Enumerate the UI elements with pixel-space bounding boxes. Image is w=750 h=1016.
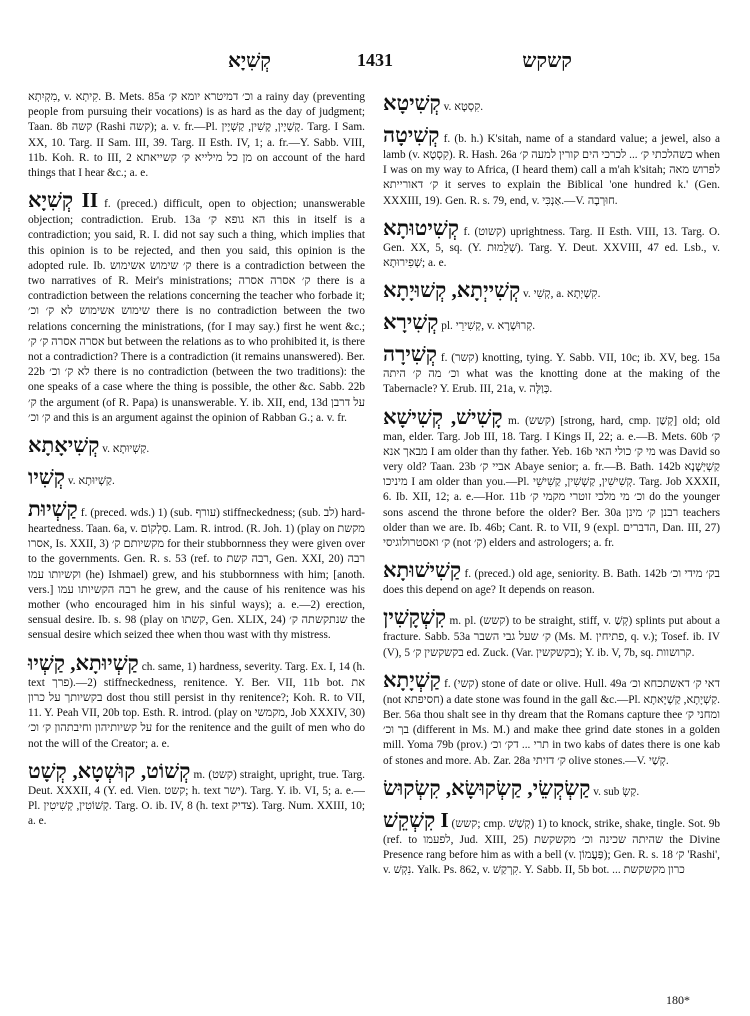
entry-headword: קִשְׁקָשִׁין bbox=[383, 605, 447, 630]
dictionary-entry bbox=[383, 309, 720, 335]
dictionary-entry bbox=[28, 650, 365, 752]
columns bbox=[28, 90, 722, 884]
dictionary-entry bbox=[383, 807, 720, 879]
dictionary-entry bbox=[28, 432, 365, 458]
left-column bbox=[28, 90, 365, 884]
entry-headword: קָשִׁישׁ, קְשִׁישָׁא bbox=[383, 404, 503, 429]
signature-mark: 180* bbox=[666, 993, 690, 1007]
page-header bbox=[28, 40, 722, 76]
entry-definition: (קשש; cmp. קְשַׁשׁ) 1) to knock, strike, shake, tingle. Sot. 9b (ref. to לפעמו, Jud. XIII, 25) שהיתה שכינה וכ׳ מקשקשת the Divine Presence rang before him as with a bell (v. פַּעֲמוֹן); Gen. R. s. 18 ק׳ 'Rashi', v. נִקְשׁ. Yalk. Ps. 862, v. קִרְקַשׁ. Y. Sabb. II, 5b bot. ... כרון מקשקשת bbox=[383, 817, 721, 877]
entry-definition: מִקְיִתְא, v. קִיתְא. B. Mets. 85a וכ׳ דמיטרא יומא ק׳ a rainy day (preventing people from pursuing their vocations) is as hard as the day of judgment; Taan. 8b קשה (Rashi קשה); a. v. fr.—Pl. קָשְׁיָין, קָשִׁין, קַשְׁיָין. Targ. I Sam. XX, 10. Targ. II Sam. III, 39. Targ. II Esth. IV, 1; a. fr.—Y. Sabb. VIII, 11b. Koh. R. to III, 2 מן כל מילייא ק׳ קשייאתא on account of the hard things that I hear &c.; a. e. bbox=[28, 91, 366, 180]
dictionary-entry bbox=[28, 187, 365, 426]
dictionary-entry bbox=[383, 667, 720, 769]
dictionary-entry bbox=[383, 404, 720, 552]
entry-headword: קְשִׁירָא bbox=[383, 310, 439, 335]
entry-definition: v. sub קַשְׂ. bbox=[593, 785, 640, 798]
entry-headword: קְשִׁיטָה bbox=[383, 123, 440, 147]
entry-definition: m. pl. (קשש) to be straight, stiff, v. קְשַׁ) splints put about a fracture. Sabb. 53a ק׳ שעל גבי השבר (Ms. M. פתיחין, q. v.); Tosef. ib. IV (V), 5 בקשקשין ק׳ ed. Zuck. (Var. בקשקשין); Y. ib. V, 7b, sq. קרושוות. bbox=[383, 615, 720, 659]
dictionary-entry bbox=[383, 775, 720, 801]
dictionary-entry bbox=[383, 277, 720, 303]
dictionary-entry bbox=[383, 557, 720, 598]
entry-definition: f. (preced.) difficult, open to objection; unanswerable objection; contradiction. Erub. 13a הא גופא ק׳ this in itself is a contradiction; you said, R. I. did not say such a thing, which implies that this opinion is to be rejected, and then you said, this opinion is the adopted rule. Ib. ק׳ שימוש אשימוש there is a contradiction between the two narratives of R. Meir's ministrations; ק׳ אסרה אסרה there is a contradiction between the relations concerning the teacher who forbade it; שימוש אשימוש לא ק׳ וכ׳ there is no contradiction between the two relations concerning the ministrations, (for I may say.) first he went &c.; אסרה אסרה ק׳ ק׳ but between the relations as to who prohibited it, is there not a contradiction? There is a contradiction (it remains unanswered). Ber. 22b לא ק׳ וכ׳ there is no contradiction (between the two traditions): the one speaks of a case where the thing is possible, the other &c. Sabb. 22b ק׳ the argument (of R. Papa) is unanswerable. Y. ib. XII, end, 13d על דרבן ק׳ וכ׳ and this is an argument against the opinion of Rabban G.; a. v. fr. bbox=[28, 198, 365, 424]
entry-headword: קְשׁוֹט, קוּשְׁטָא, קְשָׁט bbox=[28, 758, 191, 783]
entry-definition: pl. קְשִׁירֵי, v. קְרוּשְׁרָא. bbox=[441, 320, 536, 333]
running-head-right: קשקש bbox=[522, 50, 572, 72]
dictionary-entry bbox=[383, 604, 720, 660]
right-column bbox=[383, 90, 720, 884]
entry-headword: קְשִׁיטָא bbox=[383, 91, 441, 115]
entry-headword: קַשְׁיָתָא bbox=[383, 667, 441, 692]
dictionary-entry bbox=[28, 496, 365, 644]
dictionary-entry bbox=[383, 122, 720, 209]
dictionary-entry bbox=[383, 90, 720, 116]
page-number: 1431 bbox=[357, 50, 393, 70]
entry-definition: m. (קשט) straight, upright, true. Targ. Deut. XXXII, 4 (Y. ed. Vien. קשט; h. text ישר). Targ. Y. ib. VI, 5; a. e.—Pl. קְשׁוֹטִין, קְשִׁיטִין. Targ. O. ib. IV, 8 (h. text צדיק). Targ. Num. XXIII, 10; a. e. bbox=[28, 768, 366, 828]
entry-definition: f. (b. h.) K'sitah, name of a standard value; a jewel, also a lamb (v. קִסְטָא). R. Hash. 26a כשהלכתי ק׳ ... לכרכי הים קורין למעה ק׳ when I was on my way to Africa, (I heard them) call a m'ah k'sitah; לפרוש מאה ק׳ דאורייתא it serves to explain the Biblical 'one hundred k.' (Gen. XXXIII, 19). Gen. R. s. 79, end, v. אַנְכִּי.—V. חוּרְבָה. bbox=[383, 133, 721, 207]
entry-definition: v. קַשְׁיוּתָא. bbox=[67, 475, 115, 488]
entry-definition: v. קַשְׁיוּתָא. bbox=[102, 443, 150, 456]
entry-definition: f. (קשי) stone of date or olive. Hull. 49a דאי ק׳ דאשתכחא וכ׳ (not חסיפתא) a date stone was found in the gall &c.—Pl. קַשְׁיָתָא, קַשְׁיָאתָא. Ber. 56a thou shalt see in thy dream that the Romans capture thee ומחני ק׳ בך וכ׳ (different in Ms. M.) and make thee grind date stones in a golden mill. Yoma 79b (prov.) תרי ... דק׳ וכ׳ in two kabs of dates there is one kab of stones and more. Ab. Zar. 28a ק׳ דזיתי olive stones.—V. קְשַׁי. bbox=[383, 677, 720, 767]
dictionary-entry bbox=[383, 341, 720, 397]
entry-headword: קַשְׁיוּת bbox=[28, 497, 78, 522]
entry-headword: קְשִׁירָה bbox=[383, 342, 438, 367]
dictionary-entry bbox=[28, 758, 365, 830]
entry-definition: f. (preced.) old age, seniority. B. Bath. 142b בק׳ מידי וכ׳ does this depend on age? It depends on reason. bbox=[383, 568, 720, 597]
dictionary-entry bbox=[28, 464, 365, 490]
entry-definition: f. (preced. wds.) 1) (sub. עורף) stiffneckedness; (sub. לב) hard-heartedness. Taan. 6a, v. סִלְקוֹם. Lam. R. introd. (R. Joh. 1) (play on מקשת אסרו, Is. XXII, 3) מקשיותם ק׳ for their stubbornness they were given over to the governments. Gen. R. s. 53 (ref. to רבה קשת, Gen. XXI, 20) רבה וקשיותו עמו (he) Ishmael) grew, and his stubbornness with him; [anoth. vers.] רבה הקשיותו עמו he grew, and the cause of his renitence was his mother (who encouraged him in his sinful ways); a. e.—2) erection, sensual desire. Ib. s. 98 (play on קשתו, Gen. XLIX, 24) שנתקשתה ק׳ the sensual desire which seized thee when thou wast with thy mistress. bbox=[28, 507, 366, 642]
dictionary-entry bbox=[28, 90, 365, 181]
dictionary-entry bbox=[383, 215, 720, 271]
entry-headword: קִשְׁקֵשׁ I bbox=[383, 807, 449, 832]
entry-definition: f. (קשוט) uprightness. Targ. II Esth. VIII, 13. Targ. O. Gen. XX, 5, sq. (Y. שְׁלֵמוּת). Targ. Y. Deut. XXVIII, 47 ed. Lsb., v. שְׁפִירוּתָא; a. e. bbox=[383, 225, 720, 270]
entry-headword: קַשִׁישׁוּתָא bbox=[383, 558, 462, 583]
entry-definition: m. (קשש) [strong, hard, cmp. קְשַׁן] old; old man, elder. Targ. Job III, 18. Targ. I Kings II, 22; a. e.—B. Mets. 60b ק׳ מבאך אנא I am older than thy father. Yeb. 16b מי ק׳ כולי האי was David so very old? Taan. 23b אביי ק׳ Abaye senior; a. fr.—B. Bath. 142b קַשְׁיְשָׁנָא מיניכו I am older than you.—Pl. קְשִׁישִׁין, קַשְׁשִׁין, קַשִׁישֵׁי. Targ. Job XXXII, 6. Ib. XII, 12; a. e.—Hor. 11b וכ׳ מי מלכי זוטרי מקמי ק׳ do the younger sons ascend the throne before the older? Ber. 30a רבנן ק׳ מינן teachers older than we are. Ib. 46b; Cant. R. to VII, 9 (expl. הדברים, Dan. III, 27) ק׳ ואסטרולוגיסי (not ק׳) elders and astrologers; a. fr. bbox=[383, 414, 721, 550]
entry-headword: קְשִׁיָא II bbox=[28, 188, 99, 213]
entry-headword: קְשִׁיאָתָא bbox=[28, 433, 100, 458]
entry-headword: קַשְׂקְשֵׂי, קַשְׂקוּשָׂא, קִשְׂקוּשׂ bbox=[383, 775, 591, 800]
entry-definition: v. קְשִׁי, a. קִשְׁיְתָא. bbox=[523, 288, 601, 301]
entry-headword: קְשִׁיטוּתָא bbox=[383, 215, 459, 240]
entry-headword: קְשִׁיו bbox=[28, 465, 65, 490]
running-head-left: קְשִׁיָא bbox=[228, 50, 271, 72]
entry-headword: קַשְׁיוּתָא, קַשְׁיוּ bbox=[28, 650, 139, 675]
entry-headword: קְשִׁייְתָא, קְשׁוּיָתָא bbox=[383, 278, 521, 303]
entry-definition: f. (קשר) knotting, tying. Y. Sabb. VII, 10c; ib. XV, beg. 15a וכ׳ מה ק׳ היתה what was the knotting done at the making of the Tabernacle? Y. Erub. III, 21a, v. כְּוַלָּה. bbox=[383, 352, 720, 396]
entry-definition: v. קִסְטָא. bbox=[443, 101, 484, 113]
entry-definition: ch. same, 1) hardness, severity. Targ. Ex. I, 14 (h. text פרך).—2) stiffneckedness, renitence. Y. Ber. VII, 11b bot. את בקשיותך על כרון dost thou still persist in thy renitence?; Koh. R. to VII, 11. Y. Peah VII, 20b top. Esth. R. introd. (play on מקמשי, Job XXXIV, 30) על קשיותיהון וחיבתהון ק׳ וכ׳ for the renitence and the guilt of men who do not the will of the Creator; a. e. bbox=[28, 660, 366, 750]
